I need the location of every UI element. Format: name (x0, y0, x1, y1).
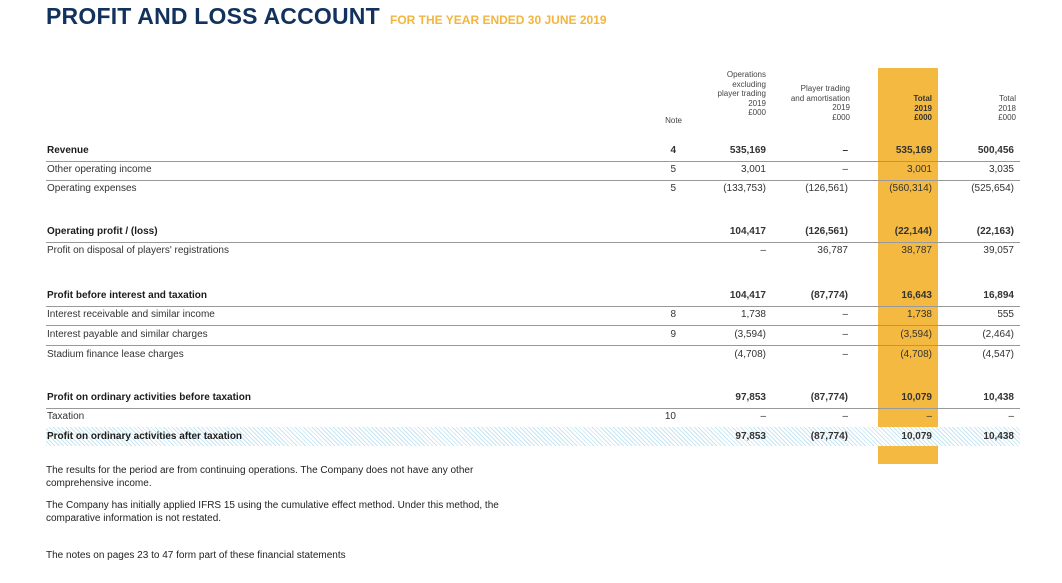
row-label: Profit before interest and taxation (47, 290, 208, 301)
row-label: Interest receivable and similar income (47, 309, 215, 320)
row-label: Profit on disposal of players' registrations (47, 245, 229, 256)
operations-cell: 97,853 (735, 392, 766, 403)
operations-cell: 3,001 (740, 164, 766, 175)
table-row (46, 327, 1020, 345)
operations-cell: – (760, 245, 766, 256)
row-label: Operating profit / (loss) (47, 226, 158, 237)
column-header-total-2019: Total 2019 £000 (913, 94, 932, 122)
note-cell: 8 (670, 309, 676, 320)
table-row (46, 162, 1020, 180)
table-row (46, 224, 1020, 242)
row-label: Other operating income (47, 164, 152, 175)
note-cell: 4 (670, 145, 676, 156)
total-2019-cell: 3,001 (906, 164, 932, 175)
total-2019-cell: (22,144) (894, 226, 932, 237)
row-divider (46, 345, 1020, 346)
note-cell: 9 (670, 329, 676, 340)
total-2018-cell: (2,464) (982, 329, 1014, 340)
total-2019-cell: 10,079 (901, 431, 932, 442)
footnote-ifrs15: The Company has initially applied IFRS 15 using the cumulative effect method. Under this method, the comparative information is not restated. (46, 500, 499, 524)
row-label: Operating expenses (47, 183, 137, 194)
player-trading-cell: (87,774) (810, 431, 848, 442)
note-cell: 10 (664, 411, 676, 422)
total-2019-cell: – (926, 411, 932, 422)
total-2018-cell: (4,547) (982, 349, 1014, 360)
player-trading-cell: – (842, 145, 848, 156)
table-row (46, 347, 1020, 365)
footnote-continuing-operations: The results for the period are from continuing operations. The Company does not have any other comprehensive income. (46, 465, 474, 489)
total-2019-cell: (3,594) (900, 329, 932, 340)
page-subtitle: FOR THE YEAR ENDED 30 JUNE 2019 (390, 13, 607, 27)
player-trading-cell: (87,774) (810, 392, 848, 403)
total-2018-cell: 10,438 (983, 392, 1014, 403)
total-2019-cell: 16,643 (901, 290, 932, 301)
row-divider (46, 325, 1020, 326)
row-label: Taxation (47, 411, 85, 422)
table-row (46, 243, 1020, 261)
column-header-total-2018: Total 2018 £000 (998, 94, 1016, 122)
column-header-player-trading: Player trading and amortisation 2019 £000 (790, 84, 850, 122)
footnote-pages: The notes on pages 23 to 47 form part of these financial statements (46, 550, 346, 561)
player-trading-cell: (126,561) (805, 183, 848, 194)
row-label: Stadium finance lease charges (47, 349, 184, 360)
total-2018-cell: 500,456 (977, 145, 1014, 156)
total-2019-cell: 38,787 (901, 245, 932, 256)
page-title: PROFIT AND LOSS ACCOUNT (46, 3, 380, 29)
row-label: Profit on ordinary activities after taxation (47, 431, 243, 442)
player-trading-cell: 36,787 (817, 245, 848, 256)
row-label: Revenue (47, 145, 89, 156)
total-2019-cell: 1,738 (906, 309, 932, 320)
total-2019-cell: (560,314) (889, 183, 932, 194)
row-label: Profit on ordinary activities before taxation (47, 392, 251, 403)
player-trading-cell: – (842, 349, 848, 360)
total-2018-cell: 3,035 (988, 164, 1014, 175)
table-row (46, 429, 1020, 447)
row-label: Interest payable and similar charges (47, 329, 208, 340)
total-2019-cell: 10,079 (901, 392, 932, 403)
table-row (46, 181, 1020, 199)
total-2018-cell: (22,163) (976, 226, 1014, 237)
total-2018-cell: 555 (997, 309, 1014, 320)
total-2018-cell: 39,057 (983, 245, 1014, 256)
operations-cell: (3,594) (734, 329, 766, 340)
table-row (46, 288, 1020, 306)
operations-cell: (133,753) (723, 183, 766, 194)
total-2019-cell: 535,169 (895, 145, 932, 156)
total-2018-cell: – (1008, 411, 1014, 422)
operations-cell: – (760, 411, 766, 422)
table-row (46, 307, 1020, 325)
operations-cell: 535,169 (729, 145, 766, 156)
player-trading-cell: – (842, 329, 848, 340)
total-2018-cell: (525,654) (971, 183, 1014, 194)
note-cell: 5 (670, 183, 676, 194)
player-trading-cell: (126,561) (805, 226, 848, 237)
total-2018-cell: 10,438 (983, 431, 1014, 442)
table-row (46, 409, 1020, 427)
total-2019-cell: (4,708) (900, 349, 932, 360)
player-trading-cell: (87,774) (810, 290, 848, 301)
operations-cell: 104,417 (729, 226, 766, 237)
operations-cell: (4,708) (734, 349, 766, 360)
operations-cell: 1,738 (740, 309, 766, 320)
table-row (46, 390, 1020, 408)
table-row (46, 143, 1020, 161)
player-trading-cell: – (842, 164, 848, 175)
operations-cell: 104,417 (729, 290, 766, 301)
player-trading-cell: – (842, 411, 848, 422)
note-cell: 5 (670, 164, 676, 175)
column-header-operations: Operations excluding player trading 2019 £000 (717, 70, 766, 117)
total-2018-cell: 16,894 (983, 290, 1014, 301)
operations-cell: 97,853 (735, 431, 766, 442)
column-header-note: Note (665, 116, 682, 125)
player-trading-cell: – (842, 309, 848, 320)
